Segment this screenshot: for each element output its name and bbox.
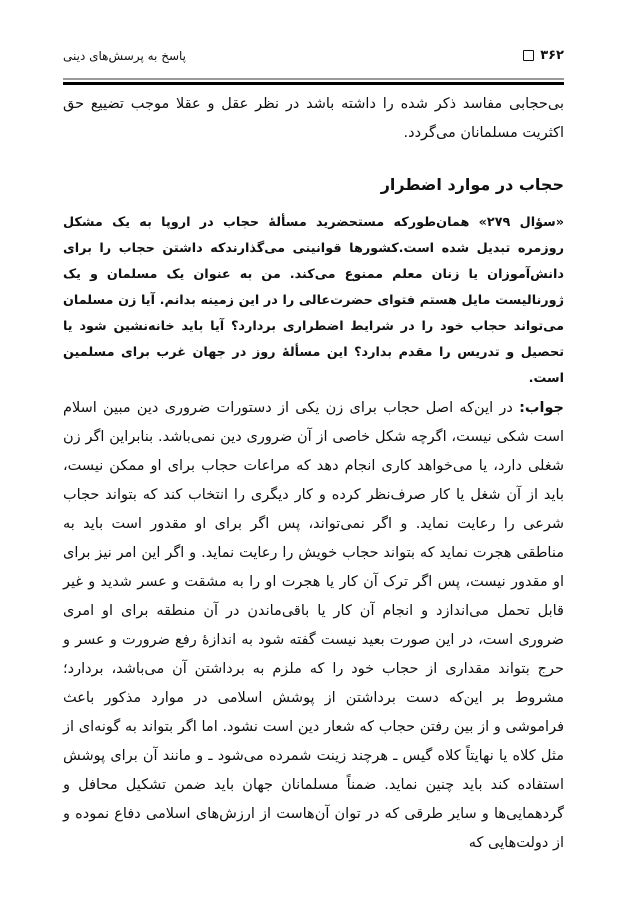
question-paragraph: «سؤال ۲۷۹» همان‌طورکه مستحضرید مسألهٔ حجاب در اروپا به یک مشکل روزمره تبدیل شده است.کشورها قوانینی می‌گذارندکه داشتن حجاب را برای دانش‌آموزان یا زنان معلم ممنوع می‌کند. من به عنوان یک مسلمان و یک ژورنالیست مایل هستم فتوای حضرت‌عالی را در این زمینه بدانم. آیا زن مسلمان می‌تواند حجاب خود را در شرایط اضطراری بردارد؟ آیا باید خانه‌نشین شود یا تحصیل و تدریس را مقدم بدارد؟ این مسألهٔ روز در جهان غرب برای مسلمین است. [63,215,564,386]
running-title: پاسخ به پرسش‌های دینی [63,49,187,63]
section-heading: حجاب در موارد اضطرار [380,175,564,194]
square-box-icon [523,50,534,61]
header-rule-black [63,82,564,85]
header-rule-grey [63,78,564,80]
page-number: ۳۶۲ [540,48,564,63]
intro-paragraph: بی‌حجابی مفاسد ذکر شده را داشته باشد در نظر عقل و عقلا موجب تضییع حق اکثریت مسلمانان می‌گردد. [63,96,564,141]
page-number-block [523,48,564,63]
page-header [63,48,564,68]
answer-paragraph [63,394,564,858]
answer-label: جواب: [519,400,564,416]
answer-text: در این‌که اصل حجاب برای زن یکی از دستورات ضروری دین مبین اسلام است شکی نیست، اگرچه شکل خاصی از آن ضروری دین نمی‌باشد. بنابراین اگر زن شغلی دارد، یا می‌خواهد کاری انجام دهد که مراعات حجاب برای او ممکن نیست، باید از آن شغل یا کار صرف‌نظر کرده و کار دیگری را انتخاب کند که بتواند حجاب شرعی را رعایت نماید. و اگر نمی‌تواند، پس اگر برای او مقدور است باید به مناطقی هجرت نماید که بتواند حجاب خویش را رعایت نماید. و اگر این امر نیز برای او مقدور نیست، پس اگر ترک آن کار یا هجرت او را به مشقت و عسر شدید و غیر قابل تحمل می‌اندازد و انجام آن کار یا باقی‌ماندن در آن منطقه برای او امری ضروری است، در این صورت بعید نیست گفته شود به اندازهٔ رفع ضرورت و عسر و حرج بتواند مقداری از حجاب خود را که ملزم به برداشتن آن می‌باشد، بردارد؛ مشروط بر این‌که دست برداشتن از پوشش اسلامی در موارد مذکور باعث فراموشی و از بین رفتن حجاب که شعار دین است نشود. اما اگر بتواند به گونه‌ای از مثل کلاه یا نهایتاً کلاه گیس ـ هرچند زینت شمرده می‌شود ـ و مانند آن برای پوشش استفاده کند باید چنین نماید. ضمناً مسلمانان جهان باید ضمن تشکیل محافل و گردهمایی‌ها و سایر طرقی که در توان آن‌هاست از ارزش‌های اسلامی دفاع نموده و از دولت‌هایی که [63,400,564,851]
page-content [63,86,564,858]
